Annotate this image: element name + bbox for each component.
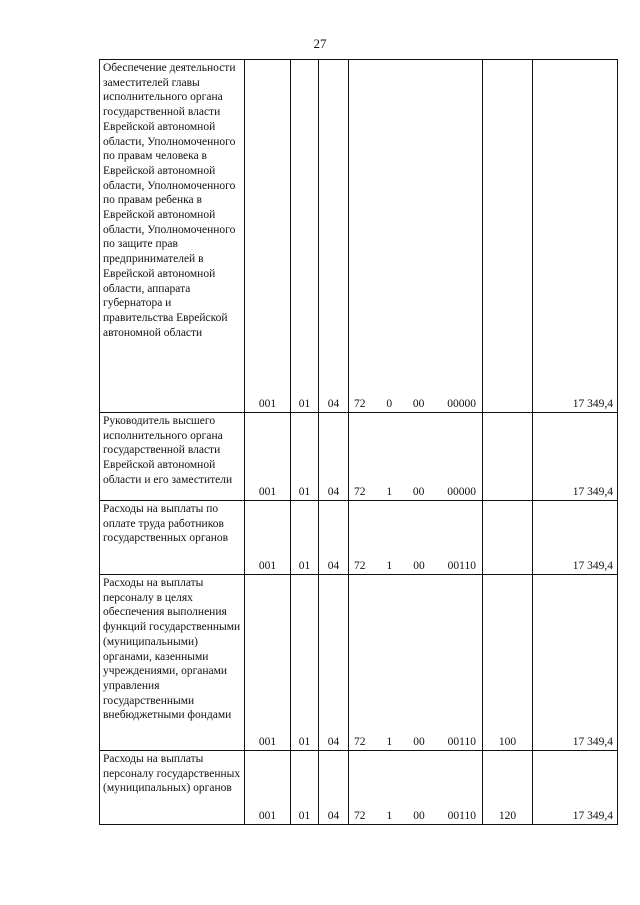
expense-code: 00110 (447, 560, 476, 573)
direction-code: 00 (412, 398, 425, 411)
amount-cell: 17 349,4 (533, 751, 618, 825)
amount-cell: 17 349,4 (533, 60, 618, 413)
target-article-cell (349, 60, 483, 413)
expense-type-cell: 120 (483, 751, 533, 825)
direction-code: 00 (413, 560, 425, 573)
subprogram-code: 1 (386, 736, 393, 749)
table-row (100, 751, 618, 825)
ministry-code-cell: 001 (245, 501, 291, 575)
subprogram-code: 0 (386, 398, 393, 411)
amount-cell: 17 349,4 (533, 413, 618, 501)
target-article-cell (349, 501, 483, 575)
program-code: 72 (354, 560, 366, 573)
direction-code: 00 (413, 736, 425, 749)
program-code: 72 (354, 398, 366, 411)
expense-type-cell: 100 (483, 575, 533, 751)
subprogram-code: 1 (386, 810, 393, 823)
section-code-cell: 01 (291, 413, 319, 501)
expense-type-cell (483, 60, 533, 413)
target-article-cell (349, 413, 483, 501)
row-name-cell: Обеспечение деятельности заместителей главы исполнительного органа государственной власти Еврейской автономной области, Уполномоченного по правам человека в Еврейской автономной области, Уполномоченного по правам ребенка в Еврейской автономной области, Уполномоченного по защите прав предпринимателей в Еврейской автономной области, аппарата губернатора и правительства Еврейской автономной области (100, 60, 245, 413)
direction-code: 00 (412, 486, 425, 499)
target-article-cell (349, 751, 483, 825)
expense-type-cell (483, 501, 533, 575)
section-code-cell: 01 (291, 60, 319, 413)
table-row (100, 413, 618, 501)
expense-type-cell (483, 413, 533, 501)
subsection-code-cell: 04 (319, 575, 349, 751)
ministry-code-cell: 001 (245, 575, 291, 751)
section-code-cell: 01 (291, 751, 319, 825)
subprogram-code: 1 (386, 486, 393, 499)
table-row (100, 501, 618, 575)
row-name-cell: Расходы на выплаты по оплате труда работников государственных органов (100, 501, 245, 575)
subprogram-code: 1 (386, 560, 393, 573)
program-code: 72 (354, 810, 366, 823)
section-code-cell: 01 (291, 501, 319, 575)
subsection-code-cell: 04 (319, 501, 349, 575)
section-code-cell: 01 (291, 575, 319, 751)
program-code: 72 (354, 736, 366, 749)
expense-code: 00000 (447, 486, 476, 499)
expense-code: 00110 (447, 810, 476, 823)
table-row (100, 60, 618, 413)
subsection-code-cell: 04 (319, 751, 349, 825)
direction-code: 00 (413, 810, 425, 823)
budget-table (99, 59, 618, 825)
expense-code: 00110 (447, 736, 476, 749)
row-name-cell: Руководитель высшего исполнительного органа государственной власти Еврейской автономной области и его заместители (100, 413, 245, 501)
amount-cell: 17 349,4 (533, 501, 618, 575)
ministry-code-cell: 001 (245, 60, 291, 413)
row-name-cell: Расходы на выплаты персоналу в целях обеспечения выполнения функций государственными (муниципальными) органами, казенными учреждениями, органами управления государственными внебюджетными фондами (100, 575, 245, 751)
expense-code: 00000 (447, 398, 476, 411)
program-code: 72 (354, 486, 366, 499)
amount-cell: 17 349,4 (533, 575, 618, 751)
ministry-code-cell: 001 (245, 751, 291, 825)
table-row (100, 575, 618, 751)
page-number: 27 (313, 36, 327, 51)
row-name-cell: Расходы на выплаты персоналу государственных (муниципальных) органов (100, 751, 245, 825)
subsection-code-cell: 04 (319, 60, 349, 413)
subsection-code-cell: 04 (319, 413, 349, 501)
target-article-cell (349, 575, 483, 751)
ministry-code-cell: 001 (245, 413, 291, 501)
